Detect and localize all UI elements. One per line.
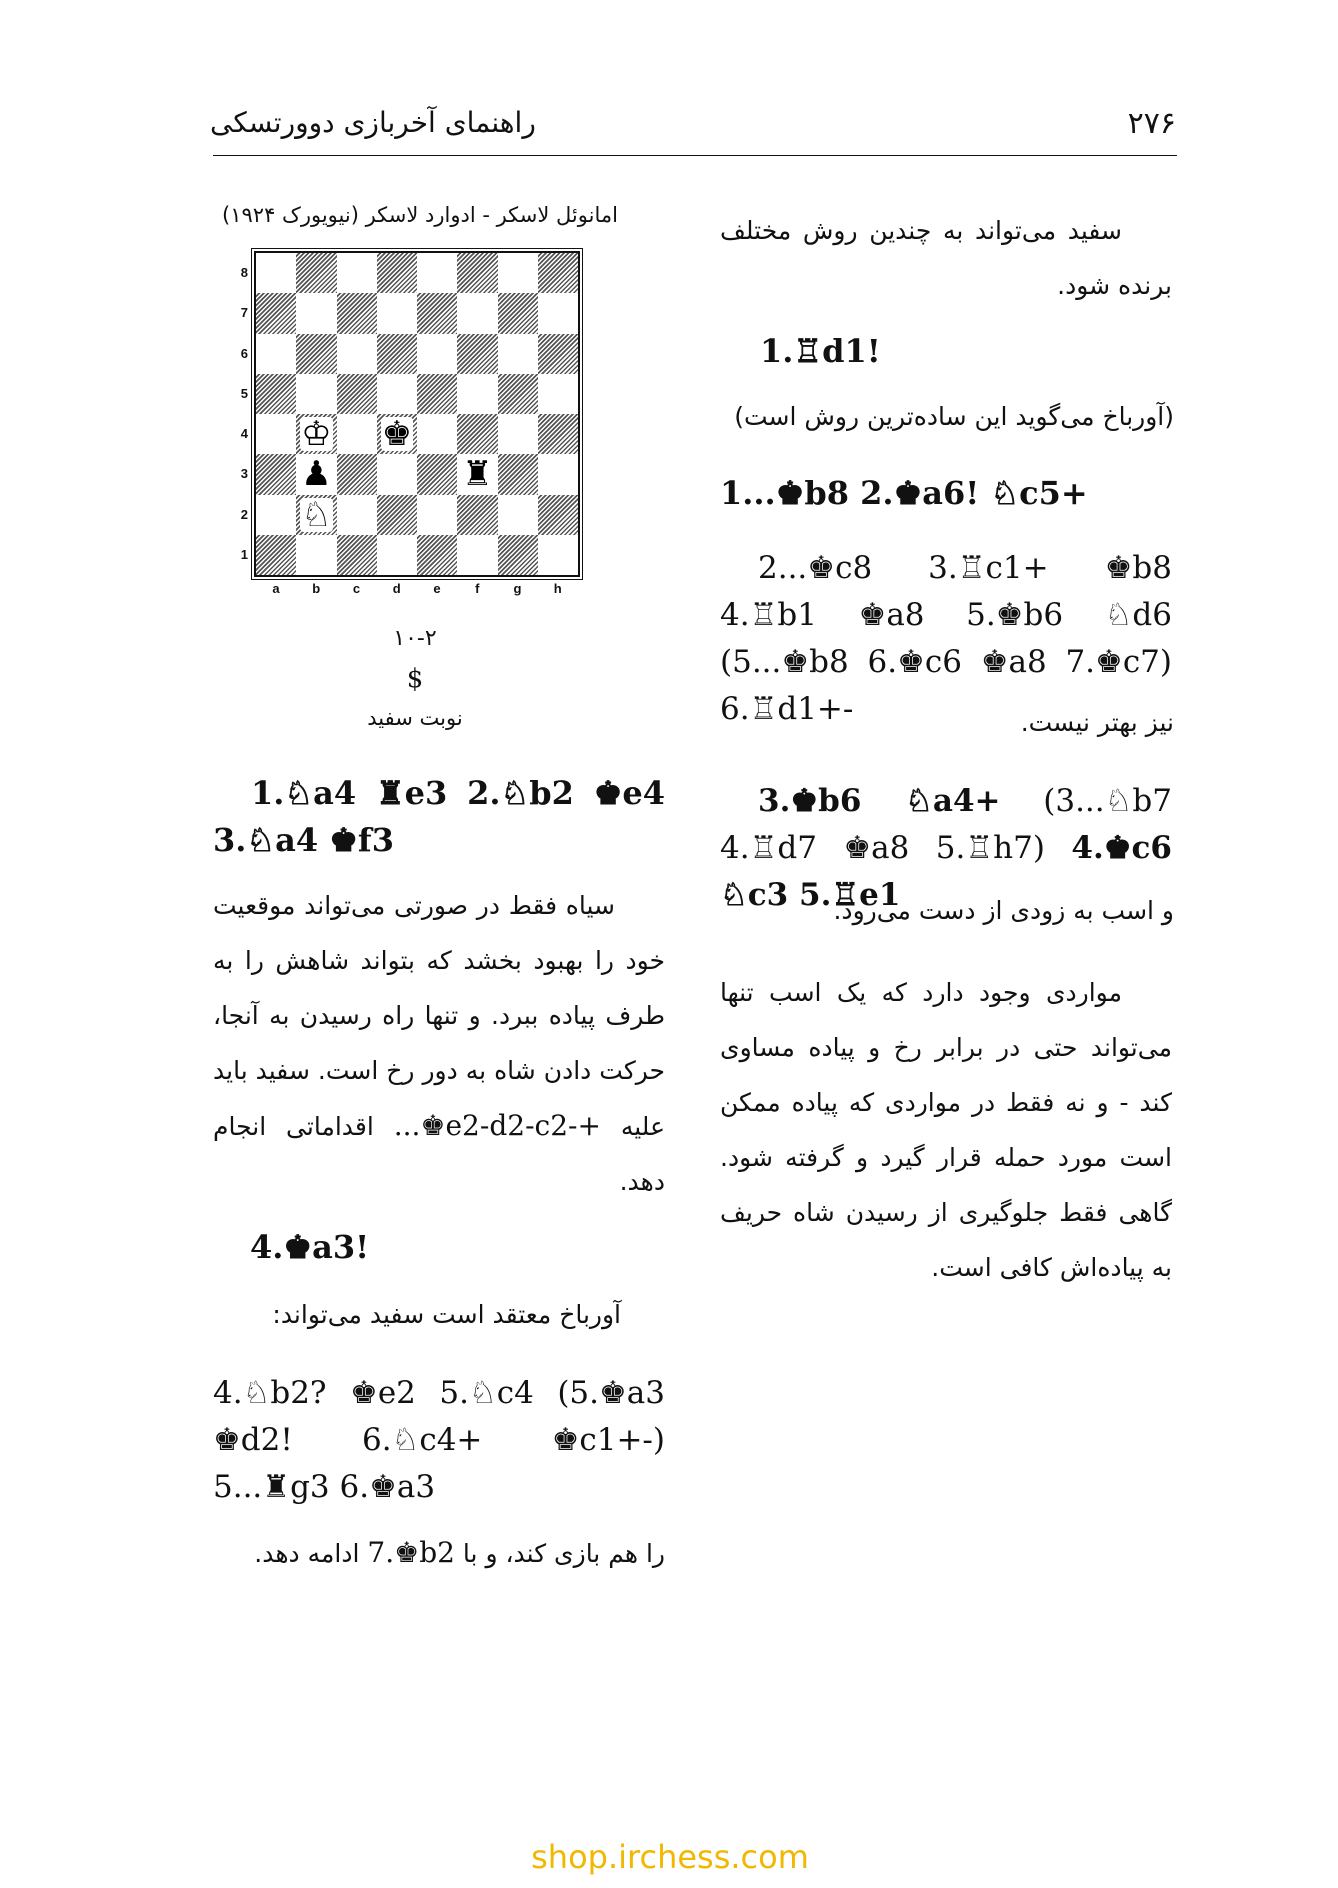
square-e1 [417, 535, 457, 575]
square-f6 [457, 334, 497, 374]
rank-label: 1 [240, 546, 248, 562]
watermark[interactable]: shop.irchess.com [531, 1838, 809, 1876]
left-para-3-move: 7.♚b2 [367, 1536, 455, 1569]
square-h7 [538, 293, 578, 333]
rank-label: 8 [240, 265, 248, 280]
square-c8 [337, 253, 377, 293]
file-label: g [513, 581, 522, 596]
square-d6 [377, 334, 417, 374]
square-b4 [296, 414, 336, 454]
square-e7 [417, 293, 457, 333]
square-h1 [538, 535, 578, 575]
square-f4 [457, 414, 497, 454]
square-b5 [296, 374, 336, 414]
square-b6 [296, 334, 336, 374]
left-para-1-moves: ...♚e2-d2-c2-+ [393, 1109, 601, 1142]
right-move-4: 3.♚b6 ♘a4+ (3...♘b7 4.♖d7 ♚a8 5.♖h7) 4.♚c6 ♘c3 5.♖e1 [720, 783, 1172, 913]
file-label: h [553, 581, 562, 596]
square-e4 [417, 414, 457, 454]
left-move-3: 4.♘b2? ♚e2 5.♘c4 (5.♚a3 ♚d2! 6.♘c4+ ♚c1+-) 5...♜g3 6.♚a3 [213, 1375, 665, 1505]
square-a3 [256, 454, 296, 494]
right-move-2: 1...♚b8 2.♚a6! ♘c5+ [720, 474, 1088, 512]
book-title: راهنمای آخربازی دوورتسکی [210, 106, 536, 139]
header-rule [213, 155, 1177, 156]
square-f7 [457, 293, 497, 333]
left-para-1: سیاه فقط در صورتی می‌تواند موقعیت خود را بهبود بخشد که بتواند شاهش را به طرف پیاده ببرد. و تنها راه رسیدن به آنجا، حرکت دادن شاه به دور رخ است. سفید باید علیه ...♚e2-d2-c2-+ اقداماتی انجام دهد. [213, 891, 665, 1196]
square-a7 [256, 293, 296, 333]
square-c4 [337, 414, 377, 454]
square-g6 [498, 334, 538, 374]
black-king-icon: ♚ [381, 414, 413, 455]
file-label: b [312, 581, 321, 596]
square-g1 [498, 535, 538, 575]
diagram-caption: امانوئل لاسکر - ادوارد لاسکر (نیویورک ۱۹۲۴) [222, 203, 618, 227]
square-f2 [457, 495, 497, 535]
square-g3 [498, 454, 538, 494]
square-h5 [538, 374, 578, 414]
right-move-3: 2...♚c8 3.♖c1+ ♚b8 4.♖b1 ♚a8 5.♚b6 ♘d6 (5...♚b8 6.♚c6 ♚a8 7.♚c7) 6.♖d1+- [720, 550, 1172, 727]
square-g7 [498, 293, 538, 333]
square-e2 [417, 495, 457, 535]
white-knight-icon: ♘ [301, 494, 332, 535]
square-d1 [377, 535, 417, 575]
black-pawn-icon: ♟ [301, 454, 332, 495]
square-d5 [377, 374, 417, 414]
page-number: ۲۷۶ [1127, 106, 1176, 141]
square-h3 [538, 454, 578, 494]
square-e8 [417, 253, 457, 293]
black-rook-icon: ♜ [462, 454, 493, 495]
diagram-symbol: $ [406, 664, 424, 694]
square-a8 [256, 253, 296, 293]
left-move-2: 4.♚a3! [250, 1228, 370, 1266]
rank-label: 3 [240, 466, 248, 482]
file-label: f [475, 581, 480, 596]
square-c3 [337, 454, 377, 494]
square-d3 [377, 454, 417, 494]
square-b7 [296, 293, 336, 333]
square-h6 [538, 334, 578, 374]
square-b1 [296, 535, 336, 575]
square-c6 [337, 334, 377, 374]
square-a1 [256, 535, 296, 575]
square-a2 [256, 495, 296, 535]
square-c5 [337, 374, 377, 414]
white-king-icon: ♔ [301, 414, 332, 455]
square-d4 [377, 414, 417, 454]
square-b3 [296, 454, 336, 494]
square-f1 [457, 535, 497, 575]
square-c1 [337, 535, 377, 575]
square-b8 [296, 253, 336, 293]
square-f5 [457, 374, 497, 414]
square-a6 [256, 334, 296, 374]
right-move-4-variation: (3...♘b7 4.♖d7 ♚a8 5.♖h7) [720, 783, 1172, 866]
square-h2 [538, 495, 578, 535]
square-c7 [337, 293, 377, 333]
rank-label: 5 [240, 385, 248, 401]
square-e5 [417, 374, 457, 414]
right-para-5: مواردی وجود دارد که یک اسب تنها می‌تواند حتی در برابر رخ و پیاده مساوی کند - و نه فقط در مواردی که پیاده ممکن است مورد حمله قرار گیرد و گرفته شود. گاهی فقط جلوگیری از رسیدن شاه حریف به پیاده‌اش کافی است. [720, 978, 1172, 1282]
square-d2 [377, 495, 417, 535]
square-b2 [296, 495, 336, 535]
right-move-1: 1.♖d1! [760, 332, 881, 370]
square-e3 [417, 454, 457, 494]
square-f8 [457, 253, 497, 293]
chess-diagram [240, 251, 580, 596]
right-para-1: سفید می‌تواند به چندین روش مختلف برنده شود. [720, 216, 1172, 300]
square-g8 [498, 253, 538, 293]
left-move-1: 1.♘a4 ♜e3 2.♘b2 ♚e4 3.♘a4 ♚f3 [213, 774, 665, 859]
file-label: c [352, 581, 361, 596]
square-d8 [377, 253, 417, 293]
right-para-3: نیز بهتر نیست. [1020, 708, 1174, 737]
file-label: a [272, 581, 280, 596]
square-a5 [256, 374, 296, 414]
right-para-4: و اسب به زودی از دست می‌رود. [833, 896, 1174, 925]
rank-label: 2 [240, 506, 248, 522]
file-label: e [433, 581, 441, 596]
file-label: d [392, 581, 401, 596]
square-c2 [337, 495, 377, 535]
rank-label: 4 [240, 426, 248, 441]
square-f3 [457, 454, 497, 494]
square-h8 [538, 253, 578, 293]
diagram-turn: نوبت سفید [367, 706, 463, 730]
square-g5 [498, 374, 538, 414]
rank-label: 6 [240, 345, 248, 361]
diagram-number: ۱۰-۲ [393, 626, 437, 651]
right-para-2: (آورباخ می‌گوید این ساده‌ترین روش است) [734, 402, 1174, 431]
left-para-2: آورباخ معتقد است سفید می‌تواند: [272, 1300, 621, 1329]
square-d7 [377, 293, 417, 333]
chess-board [254, 251, 580, 577]
square-h4 [538, 414, 578, 454]
square-a4 [256, 414, 296, 454]
square-e6 [417, 334, 457, 374]
rank-label: 7 [240, 305, 248, 321]
square-g2 [498, 495, 538, 535]
square-g4 [498, 414, 538, 454]
left-para-3: را هم بازی کند، و با 7.♚b2 ادامه دهد. [254, 1536, 665, 1569]
